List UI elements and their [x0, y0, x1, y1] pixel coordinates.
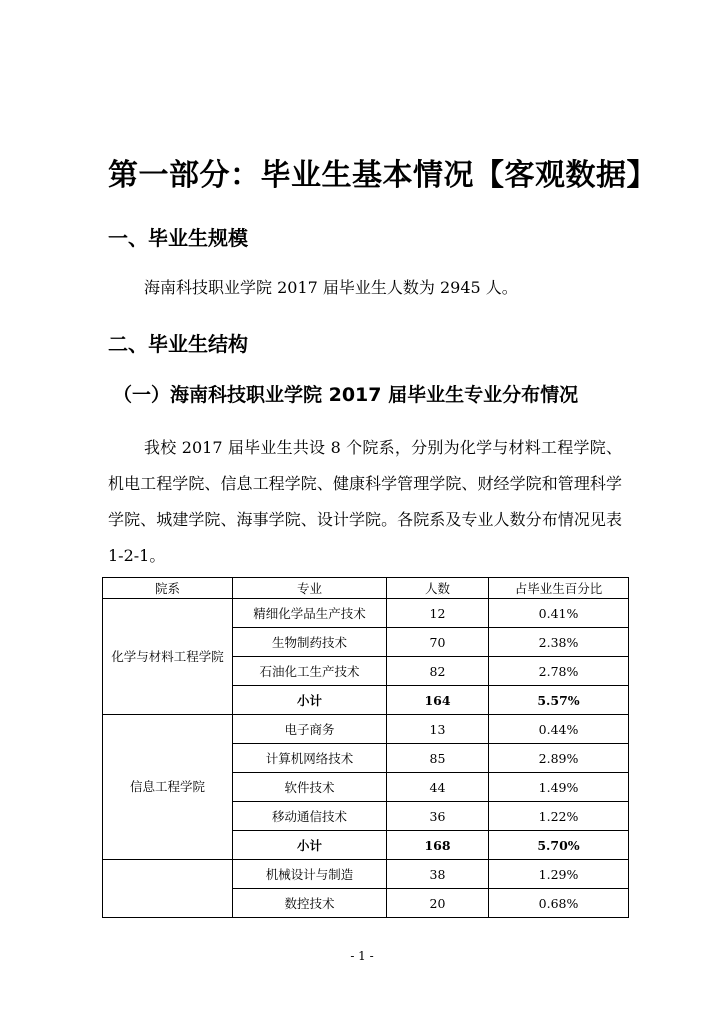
dept-cell: 化学与材料工程学院	[103, 599, 233, 715]
major-cell: 计算机网络技术	[233, 744, 387, 773]
header-percent: 占毕业生百分比	[489, 578, 629, 599]
department-overview-paragraph: 我校 2017 届毕业生共设 8 个院系，分别为化学与材料工程学院、机电工程学院、信息工程学院、健康科学管理学院、财经学院和管理科学学院、城建学院、海事学院、设计学院。各院系及专业人数分布情况见表 1-2-1。	[108, 438, 622, 565]
percent-cell: 0.41%	[489, 599, 629, 628]
percent-cell: 1.29%	[489, 860, 629, 889]
percent-cell: 0.44%	[489, 715, 629, 744]
table-row	[103, 715, 629, 744]
count-cell: 20	[387, 889, 489, 918]
header-count: 人数	[387, 578, 489, 599]
header-dept: 院系	[103, 578, 233, 599]
section-heading-scale: 一、毕业生规模	[108, 226, 248, 250]
dept-cell: 信息工程学院	[103, 715, 233, 860]
major-cell: 移动通信技术	[233, 802, 387, 831]
percent-cell: 2.89%	[489, 744, 629, 773]
section-heading-structure: 二、毕业生结构	[108, 332, 248, 356]
major-cell: 机械设计与制造	[233, 860, 387, 889]
major-cell: 石油化工生产技术	[233, 657, 387, 686]
table-row	[103, 860, 629, 889]
subsection-heading-major-distribution: （一）海南科技职业学院 2017 届毕业生专业分布情况	[113, 384, 579, 406]
subtotal-label: 小计	[233, 686, 387, 715]
count-cell: 12	[387, 599, 489, 628]
count-cell: 36	[387, 802, 489, 831]
major-cell: 生物制药技术	[233, 628, 387, 657]
percent-cell: 2.78%	[489, 657, 629, 686]
subtotal-count: 168	[387, 831, 489, 860]
table-row	[103, 599, 629, 628]
header-major: 专业	[233, 578, 387, 599]
major-cell: 精细化学品生产技术	[233, 599, 387, 628]
count-cell: 13	[387, 715, 489, 744]
page-number: - 1 -	[350, 949, 374, 963]
subtotal-count: 164	[387, 686, 489, 715]
count-cell: 44	[387, 773, 489, 802]
major-cell: 电子商务	[233, 715, 387, 744]
count-cell: 70	[387, 628, 489, 657]
percent-cell: 2.38%	[489, 628, 629, 657]
percent-cell: 1.49%	[489, 773, 629, 802]
major-distribution-table	[102, 577, 629, 918]
major-cell: 软件技术	[233, 773, 387, 802]
table-header-row	[103, 578, 629, 599]
graduate-count-paragraph: 海南科技职业学院 2017 届毕业生人数为 2945 人。	[144, 278, 518, 297]
subtotal-percent: 5.70%	[489, 831, 629, 860]
page-title: 第一部分：毕业生基本情况【客观数据】	[108, 158, 657, 193]
count-cell: 82	[387, 657, 489, 686]
count-cell: 38	[387, 860, 489, 889]
subtotal-percent: 5.57%	[489, 686, 629, 715]
percent-cell: 0.68%	[489, 889, 629, 918]
dept-cell	[103, 860, 233, 918]
percent-cell: 1.22%	[489, 802, 629, 831]
major-cell: 数控技术	[233, 889, 387, 918]
count-cell: 85	[387, 744, 489, 773]
subtotal-label: 小计	[233, 831, 387, 860]
